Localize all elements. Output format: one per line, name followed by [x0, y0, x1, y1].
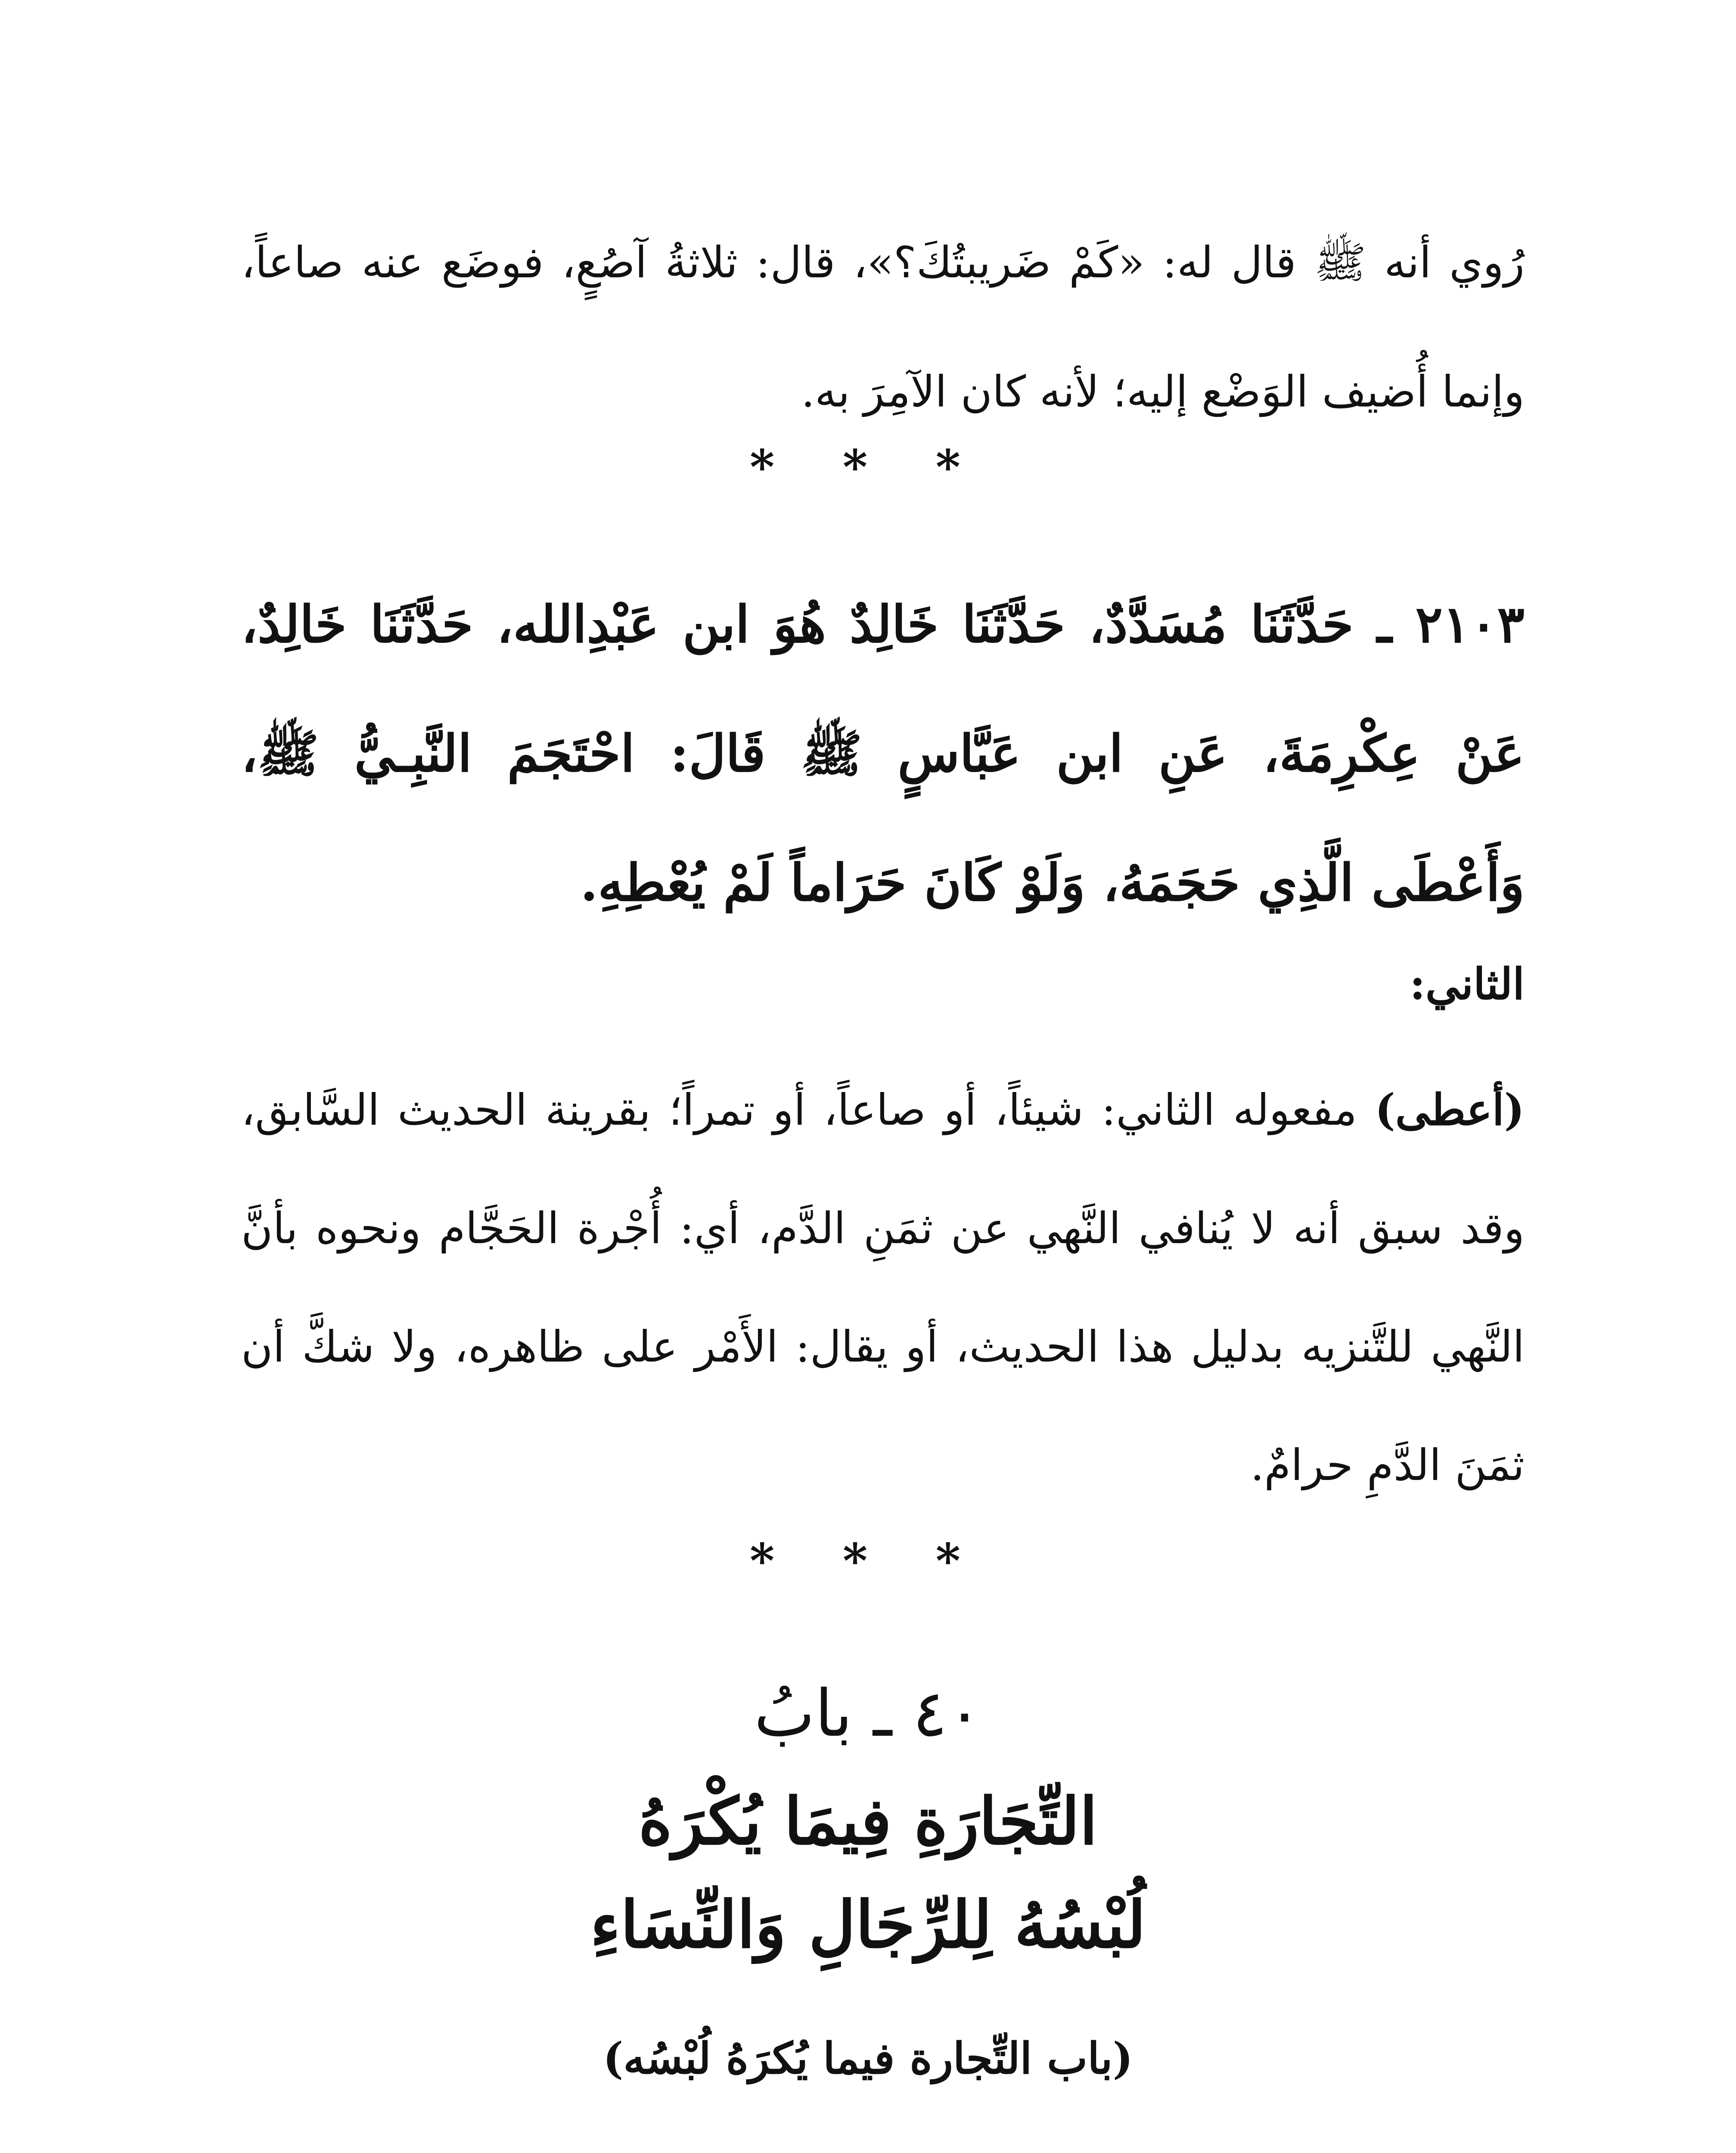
hadith-text-2103: ٢١٠٣ ـ حَدَّثَنَا مُسَدَّدٌ، حَدَّثَنَا خَالِدٌ هُوَ ابن عَبْدِالله، حَدَّثَنَا خَالِدٌ، عَنْ عِكْرِمَةَ، عَنِ ابن عَبَّاسٍ ﷺ قَالَ: احْتَجَمَ النَّبِـيُّ ﷺ، وَأَعْطَى الَّذِي حَجَمَهُ، وَلَوْ كَانَ حَرَاماً لَمْ يُعْطِهِ.: [241, 594, 1525, 912]
section-separator: * * *: [749, 439, 987, 495]
commentary-paragraph: رُوي أنه ﷺ قال له: «كَمْ ضَريبتُكَ؟»، قال: ثلاثةُ آصُعٍ، فوضَع عنه صاعاً، وإنما أُضيف الوَضْع إليه؛ لأنه كان الآمِرَ به.: [241, 237, 1525, 417]
chapter-title-line-2: لُبْسُهُ لِلرِّجَالِ وَالنِّسَاءِ: [590, 1887, 1146, 1963]
section-separator-2: * * *: [749, 1533, 987, 1588]
commentary-body: مفعوله الثاني: شيئاً، أو صاعاً، أو تمراً؛ بقرينة الحديث السَّابق، وقد سبق أنه لا يُنافي النَّهي عن ثمَنِ الدَّم، أي: أُجْرة الحَجَّام ونحوه بأنَّ النَّهي للتَّنزيه بدليل هذا الحديث، أو يقال: الأَمْر على ظاهره، ولا شكَّ أن ثمَنَ الدَّمِ حرامٌ.: [241, 1085, 1525, 1490]
commentary-keyword: (أعطى): [1375, 1084, 1525, 1135]
chapter-subtitle: (باب التِّجارة فيما يُكرَهُ لُبْسُه): [603, 2033, 1133, 2084]
chapter-number: ٤٠ ـ بابُ: [754, 1676, 982, 1751]
commentary-paragraph-2: [241, 1051, 1525, 1524]
commentary-heading: الثاني:: [1410, 959, 1525, 1009]
chapter-title-line-1: التِّجَارَةِ فِيمَا يُكْرَهُ: [638, 1784, 1098, 1859]
